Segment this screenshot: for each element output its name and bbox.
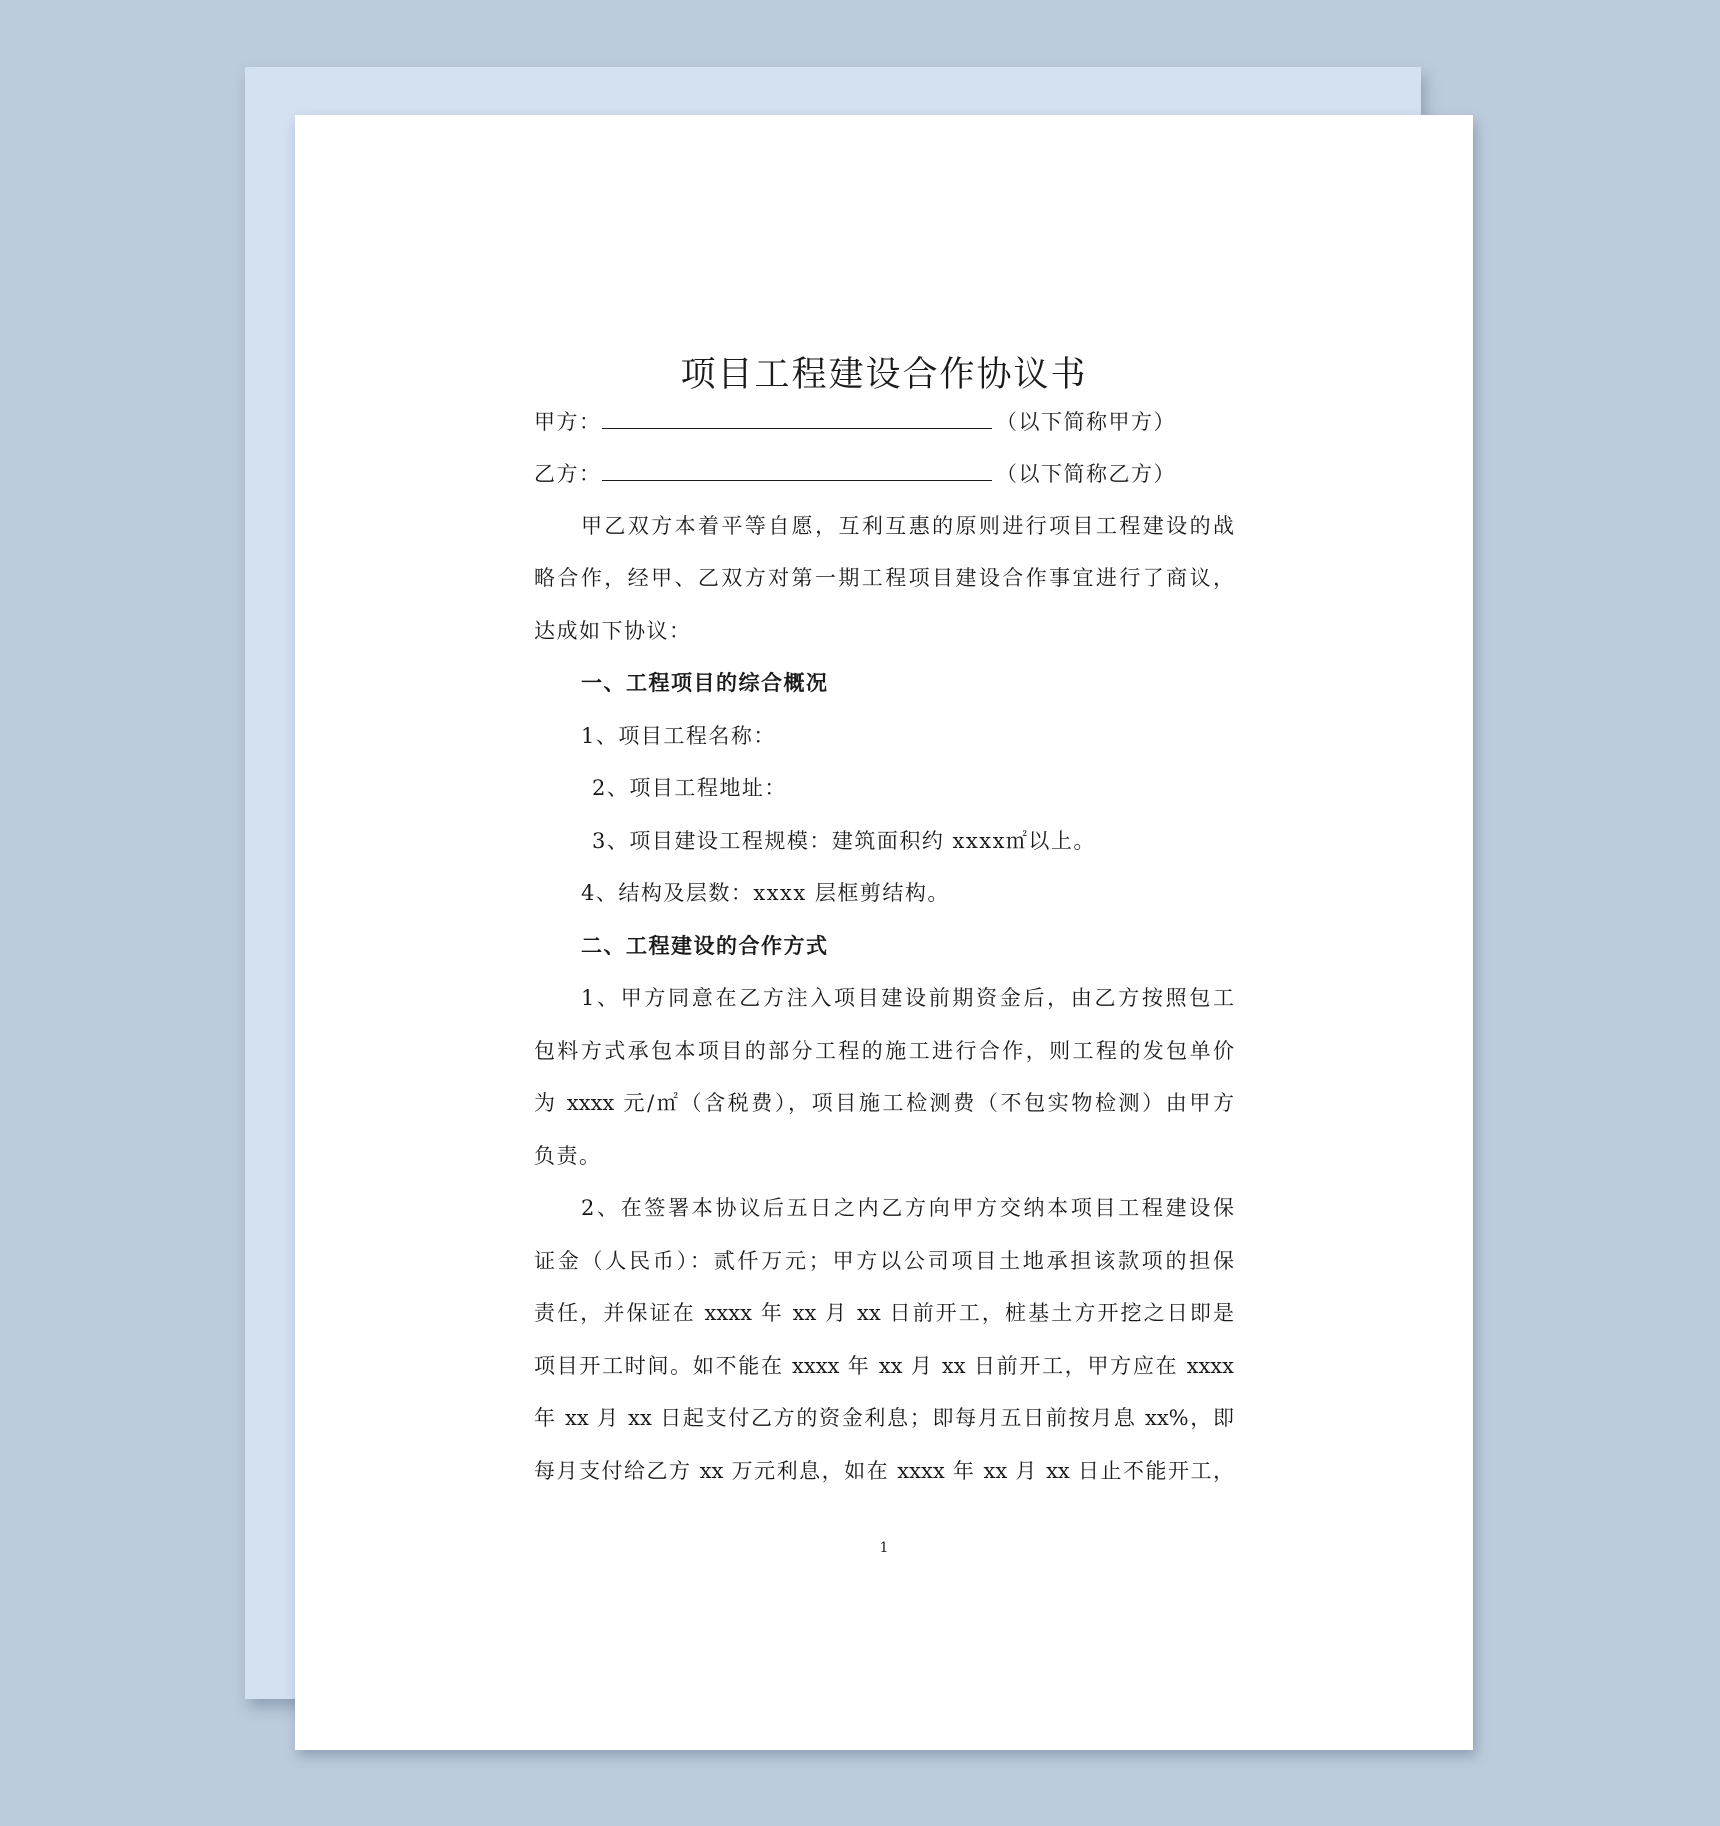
clause-2-line-5: 年 xx 月 xx 日起支付乙方的资金利息；即每月五日前按月息 xx%，即 xyxy=(534,1406,1234,1430)
party-a-label: 甲方： xyxy=(534,410,602,434)
clause-2-line-1: 2、在签署本协议后五日之内乙方向甲方交纳本项目工程建设保 xyxy=(581,1196,1234,1220)
party-b-line xyxy=(534,458,1234,489)
intro-line-3: 达成如下协议： xyxy=(534,619,692,643)
party-b-suffix: （以下简称乙方） xyxy=(996,462,1176,486)
clause-2-line-6: 每月支付给乙方 xx 万元利息，如在 xxxx 年 xx 月 xx 日止不能开工， xyxy=(534,1459,1234,1483)
clause-2-line-2: 证金（人民币）：贰仟万元；甲方以公司项目土地承担该款项的担保 xyxy=(534,1249,1234,1273)
section-1-item-2: 2、项目工程地址： xyxy=(592,776,787,800)
clause-1-line-3: 为 xxxx 元/㎡（含税费），项目施工检测费（不包实物检测）由甲方 xyxy=(534,1091,1234,1115)
document-title: 项目工程建设合作协议书 xyxy=(680,355,1088,395)
clause-2-line-4: 项目开工时间。如不能在 xxxx 年 xx 月 xx 日前开工，甲方应在 xxxx xyxy=(534,1354,1234,1378)
section-2-heading: 二、工程建设的合作方式 xyxy=(581,933,829,958)
party-b-label: 乙方： xyxy=(534,462,602,486)
party-a-suffix: （以下简称甲方） xyxy=(996,410,1176,434)
party-a-blank xyxy=(602,406,992,429)
clause-1-line-1: 1、甲方同意在乙方注入项目建设前期资金后，由乙方按照包工 xyxy=(581,986,1234,1010)
section-1-item-1: 1、项目工程名称： xyxy=(581,724,776,748)
party-b-blank xyxy=(602,458,992,481)
section-1-heading: 一、工程项目的综合概况 xyxy=(581,670,829,695)
clause-1-line-4: 负责。 xyxy=(534,1144,602,1168)
intro-line-2: 略合作，经甲、乙双方对第一期工程项目建设合作事宜进行了商议， xyxy=(534,566,1234,590)
clause-1-line-2: 包料方式承包本项目的部分工程的施工进行合作，则工程的发包单价 xyxy=(534,1039,1234,1063)
intro-line-1: 甲乙双方本着平等自愿，互利互惠的原则进行项目工程建设的战 xyxy=(581,514,1234,538)
section-1-item-3: 3、项目建设工程规模：建筑面积约 xxxx㎡以上。 xyxy=(592,829,1096,853)
section-1-item-4: 4、结构及层数：xxxx 层框剪结构。 xyxy=(581,881,950,905)
clause-2-line-3: 责任，并保证在 xxxx 年 xx 月 xx 日前开工，桩基土方开挖之日即是 xyxy=(534,1301,1234,1325)
page-number: 1 xyxy=(879,1540,889,1556)
document-page xyxy=(295,115,1473,1750)
party-a-line xyxy=(534,406,1234,437)
